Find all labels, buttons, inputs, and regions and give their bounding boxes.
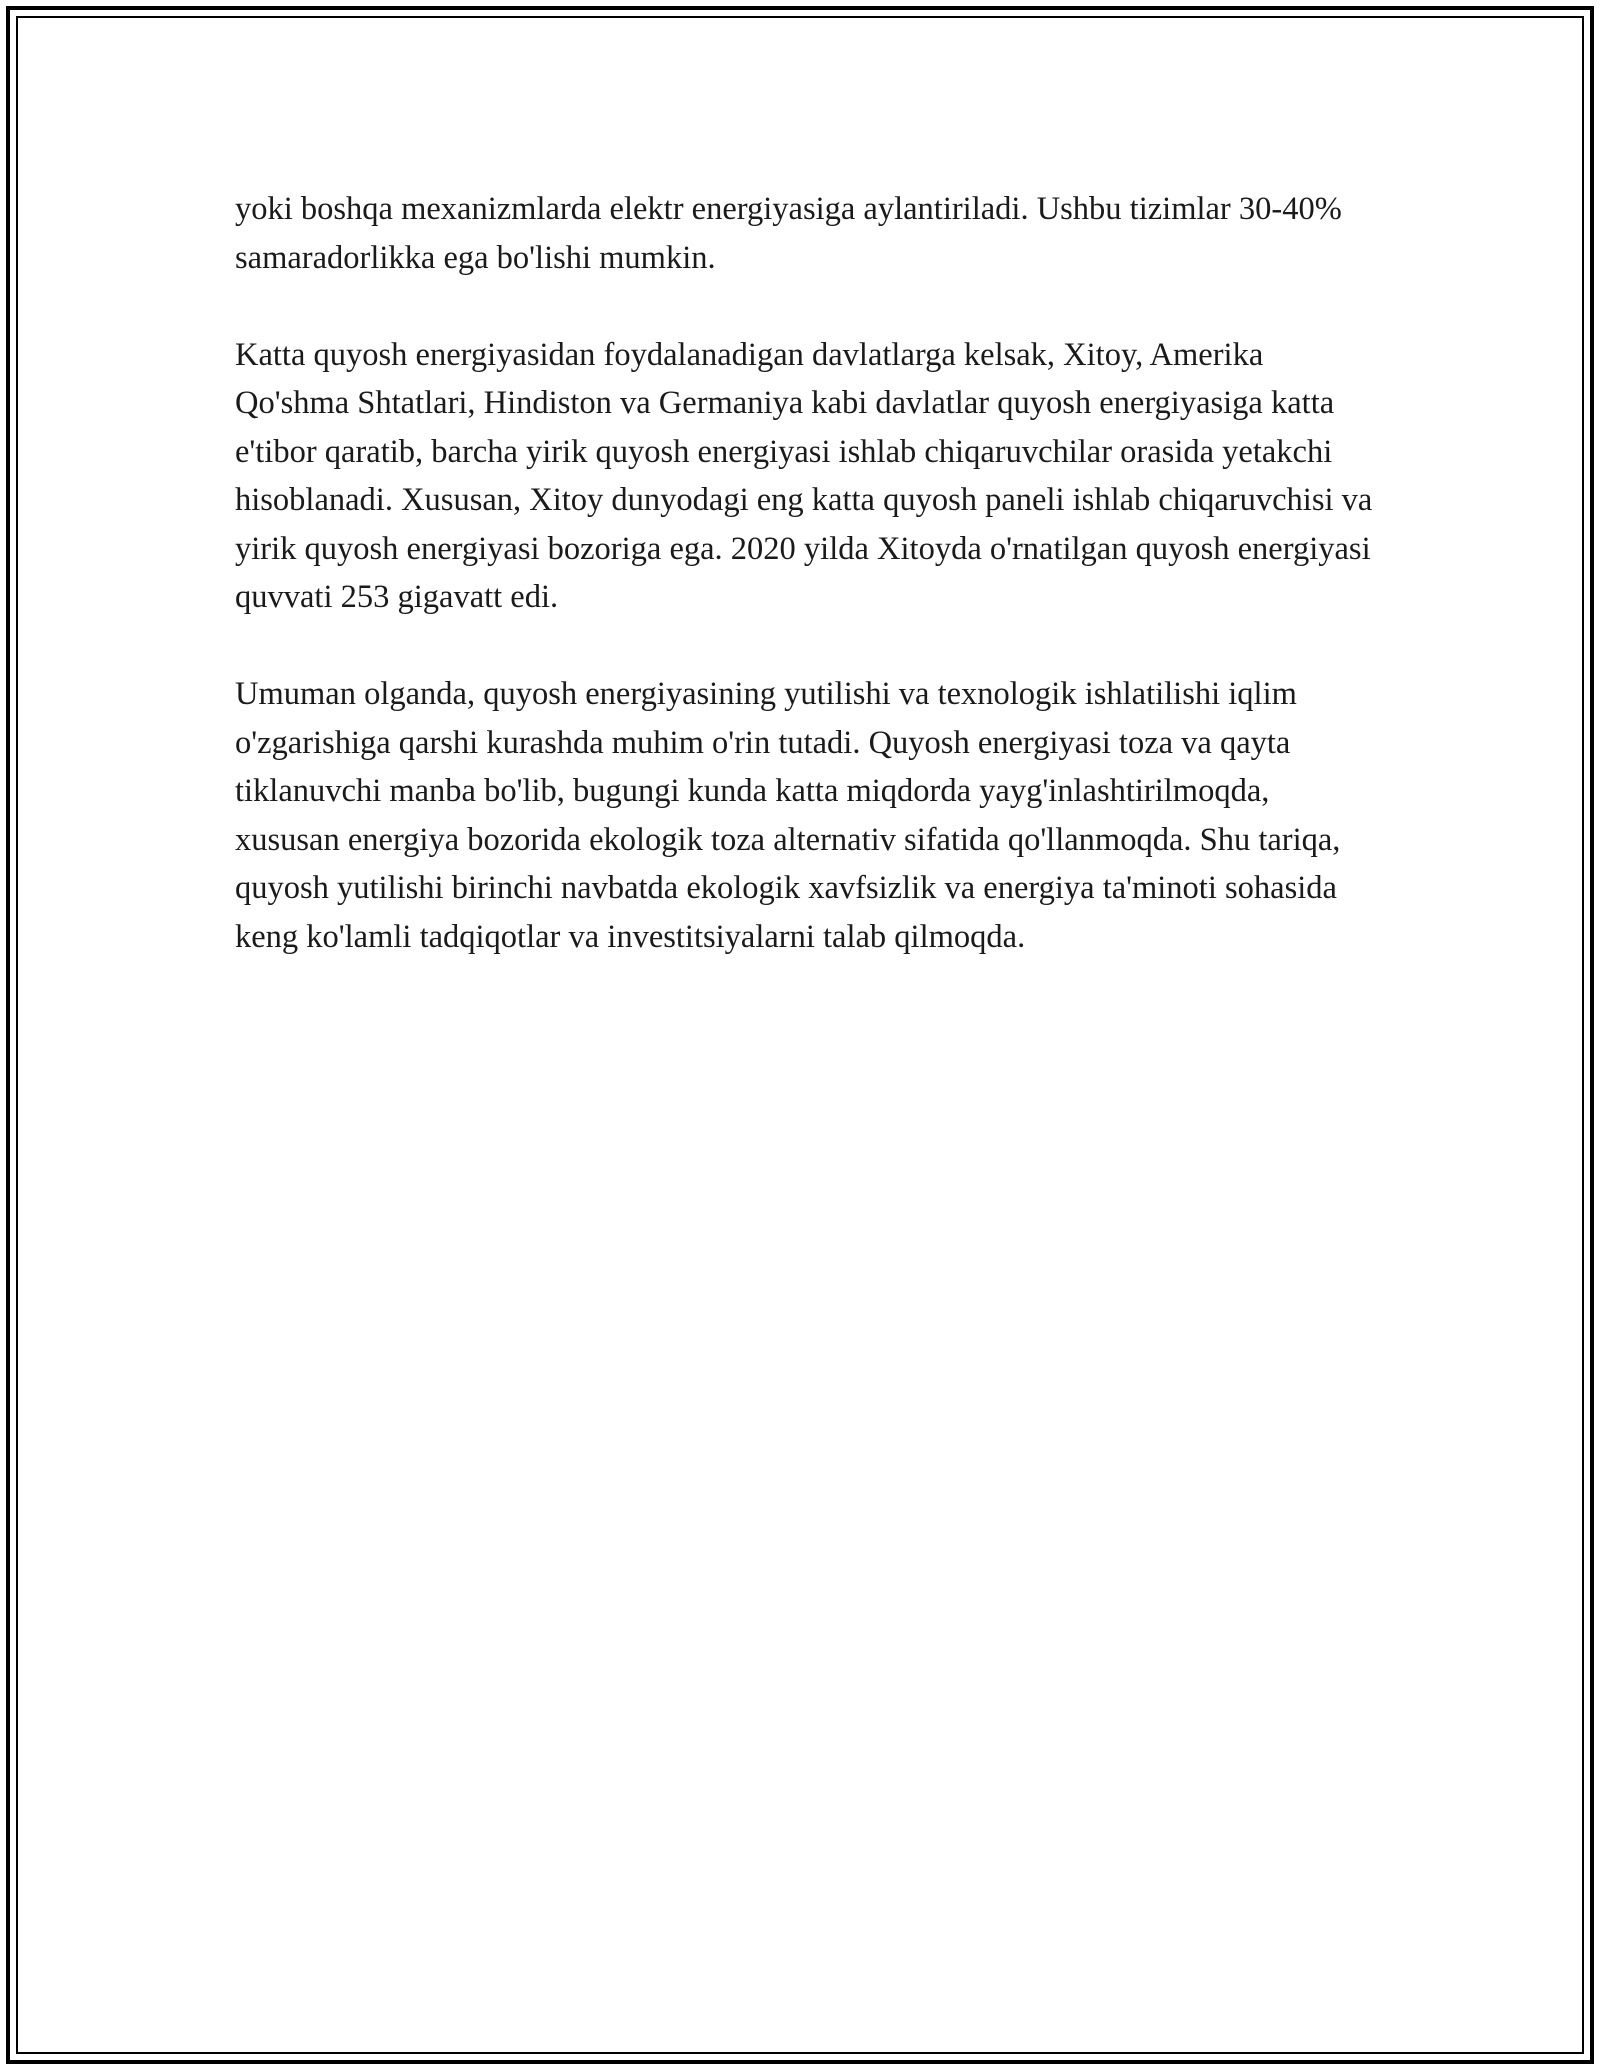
document-body — [235, 185, 1375, 1010]
paragraph-continuation: yoki boshqa mexanizmlarda elektr energiyasiga aylantiriladi. Ushbu tizimlar 30-40% samaradorlikka ega bo'lishi mumkin. — [235, 191, 1342, 276]
paragraph-leading-countries: Katta quyosh energiyasidan foydalanadigan davlatlarga kelsak, Xitoy, Amerika Qo'shma Shtatlari, Hindiston va Germaniya kabi davlatlar quyosh energiyasiga katta e'tibor qaratib, barcha yirik quyosh energiyasi ishlab chiqaruvchilar orasida yetakchi hisoblanadi. Xususan, Xitoy dunyodagi eng katta quyosh paneli ishlab chiqaruvchisi va yirik quyosh energiyasi bozoriga ega. 2020 yilda Xitoyda o'rnatilgan quyosh energiyasi quvvati 253 gigavatt edi. — [235, 336, 1373, 615]
paragraph-conclusion: Umuman olganda, quyosh energiyasining yutilishi va texnologik ishlatilishi iqlim o'zgarishiga qarshi kurashda muhim o'rin tutadi. Quyosh energiyasi toza va qayta tiklanuvchi manba bo'lib, bugungi kunda katta miqdorda yayg'inlashtirilmoqda, xususan energiya bozorida ekologik toza alternativ sifatida qo'llanmoqda. Shu tariqa, quyosh yutilishi birinchi navbatda ekologik xavfsizlik va energiya ta'minoti sohasida keng ko'lamli tadqiqotlar va investitsiyalarni talab qilmoqda. — [235, 676, 1341, 955]
